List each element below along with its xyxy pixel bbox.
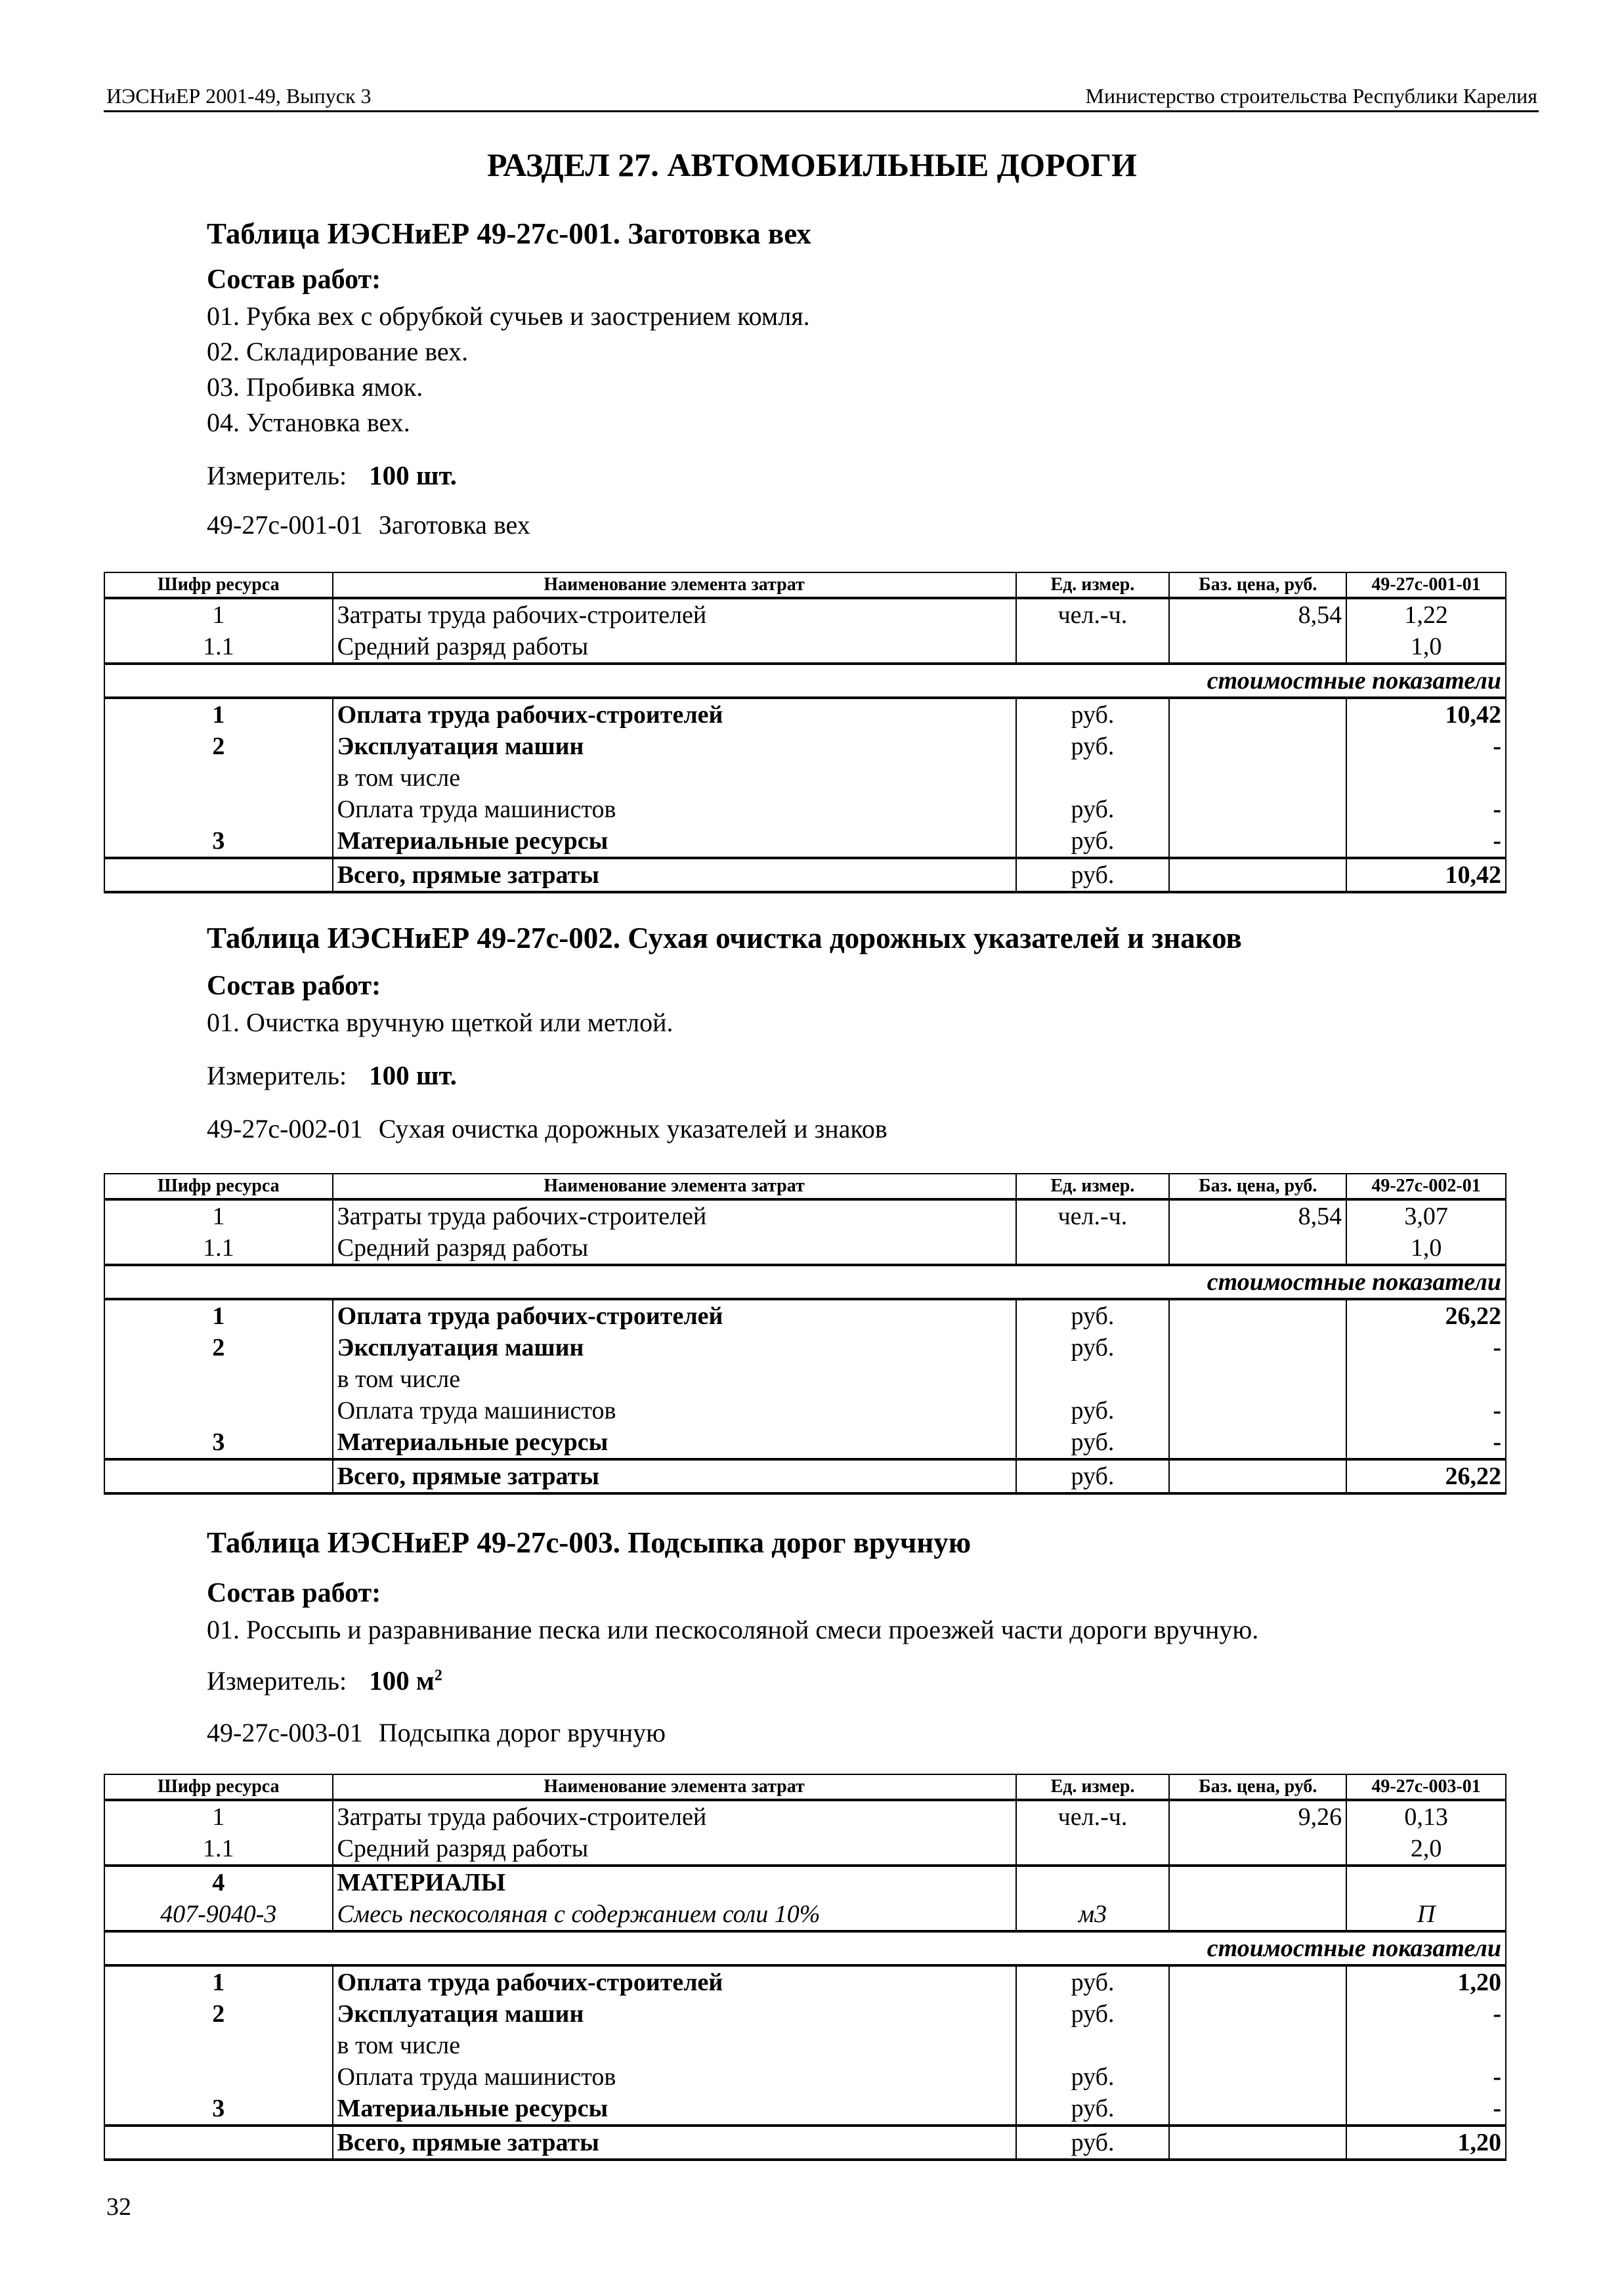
base-price [1169, 858, 1346, 892]
col-header-code: Шифр ресурса [104, 572, 333, 598]
table-row [104, 1459, 1506, 1493]
cost-element-name: Затраты труда рабочих-строителей [333, 1199, 1016, 1232]
table-row [104, 631, 1506, 664]
table-row [104, 1332, 1506, 1363]
table-title: Таблица ИЭСНиЕР 49-27с-001. Заготовка вех [207, 217, 811, 250]
col-header-price: Баз. цена, руб. [1169, 1174, 1346, 1199]
norm-value: 1,0 [1346, 631, 1506, 664]
section-title: РАЗДЕЛ 27. АВТОМОБИЛЬНЫЕ ДОРОГИ [487, 146, 1137, 183]
norm-value: 10,42 [1346, 858, 1506, 892]
table-row [104, 2093, 1506, 2126]
measure-label: Измеритель: [207, 1061, 347, 1090]
col-header-name: Наименование элемента затрат [333, 1774, 1016, 1800]
unit [1016, 1866, 1170, 1898]
resource-table [104, 1774, 1506, 2161]
col-header-value: 49-27с-003-01 [1346, 1774, 1506, 1800]
resource-code: 3 [104, 1426, 333, 1459]
base-price [1169, 2061, 1346, 2093]
norm-value: - [1346, 1998, 1506, 2030]
norm-value: - [1346, 2093, 1506, 2126]
norm-code: 49-27с-003-01 [207, 1718, 363, 1747]
unit [1016, 631, 1170, 664]
table-row [104, 858, 1506, 892]
cost-caption: стоимостные показатели [104, 1265, 1506, 1299]
unit: руб. [1016, 1459, 1170, 1493]
base-price: 8,54 [1169, 598, 1346, 631]
resource-code: 1 [104, 598, 333, 631]
base-price [1169, 794, 1346, 825]
col-header-name: Наименование элемента затрат [333, 572, 1016, 598]
table-row [104, 825, 1506, 858]
composition-heading: Состав работ: [207, 971, 381, 1001]
norm-value: 26,22 [1346, 1299, 1506, 1332]
cost-caption: стоимостные показатели [104, 1931, 1506, 1965]
norm-value: 3,07 [1346, 1199, 1506, 1232]
table-row [104, 598, 1506, 631]
col-header-code: Шифр ресурса [104, 1174, 333, 1199]
norm-name: Заготовка вех [378, 510, 530, 540]
composition-heading: Состав работ: [207, 1578, 381, 1608]
cost-element-name: Оплата труда рабочих-строителей [333, 698, 1016, 731]
unit: руб. [1016, 2061, 1170, 2093]
table-row [104, 1898, 1506, 1931]
measure-line [207, 460, 457, 491]
running-header-right: Министерство строительства Республики Карелия [1085, 84, 1537, 108]
cost-element-name: в том числе [333, 762, 1016, 794]
col-header-name: Наименование элемента затрат [333, 1174, 1016, 1199]
norm-value [1346, 762, 1506, 794]
col-header-value: 49-27с-001-01 [1346, 572, 1506, 598]
resource-code [104, 1459, 333, 1493]
resource-code: 1.1 [104, 1232, 333, 1265]
table-row [104, 1232, 1506, 1265]
cost-caption-row [104, 1931, 1506, 1965]
table-row [104, 1866, 1506, 1898]
resource-code: 1 [104, 1800, 333, 1833]
unit [1016, 762, 1170, 794]
norm-value [1346, 1363, 1506, 1395]
base-price [1169, 1866, 1346, 1898]
unit: руб. [1016, 1426, 1170, 1459]
unit: руб. [1016, 2093, 1170, 2126]
unit: руб. [1016, 1998, 1170, 2030]
table-row [104, 1395, 1506, 1426]
norm-value: 1,20 [1346, 1965, 1506, 1998]
unit [1016, 1232, 1170, 1265]
unit: руб. [1016, 698, 1170, 731]
unit: руб. [1016, 858, 1170, 892]
unit: руб. [1016, 2126, 1170, 2160]
unit: чел.-ч. [1016, 598, 1170, 631]
cost-element-name: Эксплуатация машин [333, 1332, 1016, 1363]
table-row [104, 2061, 1506, 2093]
table-row [104, 2126, 1506, 2160]
cost-element-name: Оплата труда машинистов [333, 794, 1016, 825]
base-price [1169, 1232, 1346, 1265]
table-row [104, 1833, 1506, 1866]
table-title: Таблица ИЭСНиЕР 49-27с-003. Подсыпка дорог вручную [207, 1526, 972, 1559]
resource-code: 1 [104, 698, 333, 731]
table-row [104, 1363, 1506, 1395]
resource-code [104, 794, 333, 825]
unit: руб. [1016, 794, 1170, 825]
cost-element-name: Эксплуатация машин [333, 731, 1016, 762]
table-row [104, 2030, 1506, 2061]
base-price [1169, 1426, 1346, 1459]
norm-value: 10,42 [1346, 698, 1506, 731]
norm-value [1346, 2030, 1506, 2061]
table-row [104, 794, 1506, 825]
base-price [1169, 698, 1346, 731]
resource-code: 2 [104, 731, 333, 762]
table-row [104, 1800, 1506, 1833]
base-price [1169, 1363, 1346, 1395]
base-price [1169, 1998, 1346, 2030]
unit [1016, 1363, 1170, 1395]
table-header-row [104, 572, 1506, 598]
norm-code: 49-27с-001-01 [207, 510, 363, 540]
norm-value: 0,13 [1346, 1800, 1506, 1833]
measure-label: Измеритель: [207, 461, 347, 490]
base-price [1169, 1459, 1346, 1493]
base-price [1169, 1299, 1346, 1332]
table-title: Таблица ИЭСНиЕР 49-27с-002. Сухая очистка дорожных указателей и знаков [207, 922, 1242, 954]
running-header-left: ИЭСНиЕР 2001-49, Выпуск 3 [106, 84, 372, 108]
base-price [1169, 731, 1346, 762]
resource-code: 3 [104, 825, 333, 858]
base-price: 9,26 [1169, 1800, 1346, 1833]
resource-code [104, 2126, 333, 2160]
base-price [1169, 2126, 1346, 2160]
resource-code: 1 [104, 1299, 333, 1332]
base-price [1169, 825, 1346, 858]
cost-element-name: Оплата труда машинистов [333, 2061, 1016, 2093]
unit: руб. [1016, 731, 1170, 762]
unit: м3 [1016, 1898, 1170, 1931]
norm-value: - [1346, 794, 1506, 825]
cost-element-name: Средний разряд работы [333, 1232, 1016, 1265]
unit: руб. [1016, 1395, 1170, 1426]
measure-label: Измеритель: [207, 1666, 347, 1696]
resource-code: 4 [104, 1866, 333, 1898]
composition-item: 02. Складирование вех. [207, 337, 469, 366]
cost-caption-row [104, 664, 1506, 698]
base-price [1169, 631, 1346, 664]
resource-table [104, 1173, 1506, 1495]
resource-code: 1.1 [104, 631, 333, 664]
cost-element-name: Оплата труда машинистов [333, 1395, 1016, 1426]
measure-value: 100 шт. [369, 460, 457, 490]
resource-code: 3 [104, 2093, 333, 2126]
cost-element-name: Средний разряд работы [333, 631, 1016, 664]
base-price [1169, 1332, 1346, 1363]
resource-code [104, 1395, 333, 1426]
cost-element-name: Затраты труда рабочих-строителей [333, 1800, 1016, 1833]
norm-code-line [207, 1113, 887, 1144]
norm-name: Подсыпка дорог вручную [378, 1718, 666, 1747]
cost-element-name: в том числе [333, 1363, 1016, 1395]
col-header-value: 49-27с-002-01 [1346, 1174, 1506, 1199]
unit [1016, 2030, 1170, 2061]
resource-code [104, 2030, 333, 2061]
base-price [1169, 2030, 1346, 2061]
measure-line [207, 1665, 442, 1696]
cost-element-name: Эксплуатация машин [333, 1998, 1016, 2030]
composition-item: 01. Россыпь и разравнивание песка или пескосоляной смеси проезжей части дороги вручную. [207, 1615, 1259, 1644]
unit [1016, 1833, 1170, 1866]
resource-code: 1 [104, 1199, 333, 1232]
col-header-unit: Ед. измер. [1016, 1174, 1170, 1199]
norm-name: Сухая очистка дорожных указателей и знаков [378, 1114, 887, 1144]
base-price [1169, 1833, 1346, 1866]
norm-value: 1,22 [1346, 598, 1506, 631]
cost-element-name: Затраты труда рабочих-строителей [333, 598, 1016, 631]
norm-value: П [1346, 1898, 1506, 1931]
cost-element-name: МАТЕРИАЛЫ [333, 1866, 1016, 1898]
col-header-price: Баз. цена, руб. [1169, 1774, 1346, 1800]
measure-superscript: 2 [434, 1667, 442, 1684]
resource-code [104, 858, 333, 892]
page-number: 32 [106, 2193, 131, 2221]
table-row [104, 698, 1506, 731]
composition-item: 01. Рубка вех с обрубкой сучьев и заострением комля. [207, 301, 810, 331]
col-header-price: Баз. цена, руб. [1169, 572, 1346, 598]
cost-element-name: Оплата труда рабочих-строителей [333, 1965, 1016, 1998]
cost-element-name: Средний разряд работы [333, 1833, 1016, 1866]
unit: руб. [1016, 825, 1170, 858]
col-header-unit: Ед. измер. [1016, 572, 1170, 598]
resource-code: 1 [104, 1965, 333, 1998]
norm-value: 1,20 [1346, 2126, 1506, 2160]
table-header-row [104, 1774, 1506, 1800]
table-row [104, 1299, 1506, 1332]
table-row [104, 1199, 1506, 1232]
norm-value: - [1346, 1332, 1506, 1363]
base-price [1169, 2093, 1346, 2126]
norm-value: - [1346, 2061, 1506, 2093]
composition-item: 01. Очистка вручную щеткой или метлой. [207, 1008, 673, 1037]
unit: руб. [1016, 1965, 1170, 1998]
norm-value: 26,22 [1346, 1459, 1506, 1493]
base-price [1169, 1395, 1346, 1426]
cost-element-name: Материальные ресурсы [333, 1426, 1016, 1459]
norm-value: 2,0 [1346, 1833, 1506, 1866]
norm-value: - [1346, 731, 1506, 762]
unit: руб. [1016, 1299, 1170, 1332]
header-divider [104, 110, 1539, 112]
cost-element-name: Всего, прямые затраты [333, 2126, 1016, 2160]
unit: руб. [1016, 1332, 1170, 1363]
col-header-unit: Ед. измер. [1016, 1774, 1170, 1800]
norm-value: - [1346, 1426, 1506, 1459]
table-row [104, 1998, 1506, 2030]
cost-element-name: Оплата труда рабочих-строителей [333, 1299, 1016, 1332]
col-header-code: Шифр ресурса [104, 1774, 333, 1800]
cost-element-name: Смесь пескосоляная с содержанием соли 10% [333, 1898, 1016, 1931]
cost-element-name: Материальные ресурсы [333, 2093, 1016, 2126]
norm-code-line [207, 509, 530, 540]
table-row [104, 1965, 1506, 1998]
composition-item: 04. Установка вех. [207, 408, 410, 437]
norm-code-line [207, 1717, 666, 1748]
resource-code [104, 1363, 333, 1395]
base-price [1169, 762, 1346, 794]
table-row [104, 1426, 1506, 1459]
resource-code: 407-9040-3 [104, 1898, 333, 1931]
cost-caption: стоимостные показатели [104, 664, 1506, 698]
base-price: 8,54 [1169, 1199, 1346, 1232]
composition-heading: Состав работ: [207, 265, 381, 295]
base-price [1169, 1898, 1346, 1931]
unit: чел.-ч. [1016, 1800, 1170, 1833]
composition-item: 03. Пробивка ямок. [207, 372, 423, 402]
resource-table [104, 572, 1506, 893]
table-row [104, 762, 1506, 794]
base-price [1169, 1965, 1346, 1998]
norm-value: - [1346, 1395, 1506, 1426]
table-row [104, 731, 1506, 762]
measure-line [207, 1059, 457, 1091]
cost-element-name: Всего, прямые затраты [333, 858, 1016, 892]
norm-value: - [1346, 825, 1506, 858]
norm-code: 49-27с-002-01 [207, 1114, 363, 1144]
cost-element-name: Всего, прямые затраты [333, 1459, 1016, 1493]
resource-code [104, 762, 333, 794]
resource-code: 1.1 [104, 1833, 333, 1866]
cost-caption-row [104, 1265, 1506, 1299]
cost-element-name: Материальные ресурсы [333, 825, 1016, 858]
resource-code: 2 [104, 1998, 333, 2030]
table-header-row [104, 1174, 1506, 1199]
measure-value: 100 шт. [369, 1060, 457, 1090]
resource-code: 2 [104, 1332, 333, 1363]
resource-code [104, 2061, 333, 2093]
norm-value: 1,0 [1346, 1232, 1506, 1265]
norm-value [1346, 1866, 1506, 1898]
unit: чел.-ч. [1016, 1199, 1170, 1232]
cost-element-name: в том числе [333, 2030, 1016, 2061]
measure-value: 100 м [369, 1665, 435, 1696]
